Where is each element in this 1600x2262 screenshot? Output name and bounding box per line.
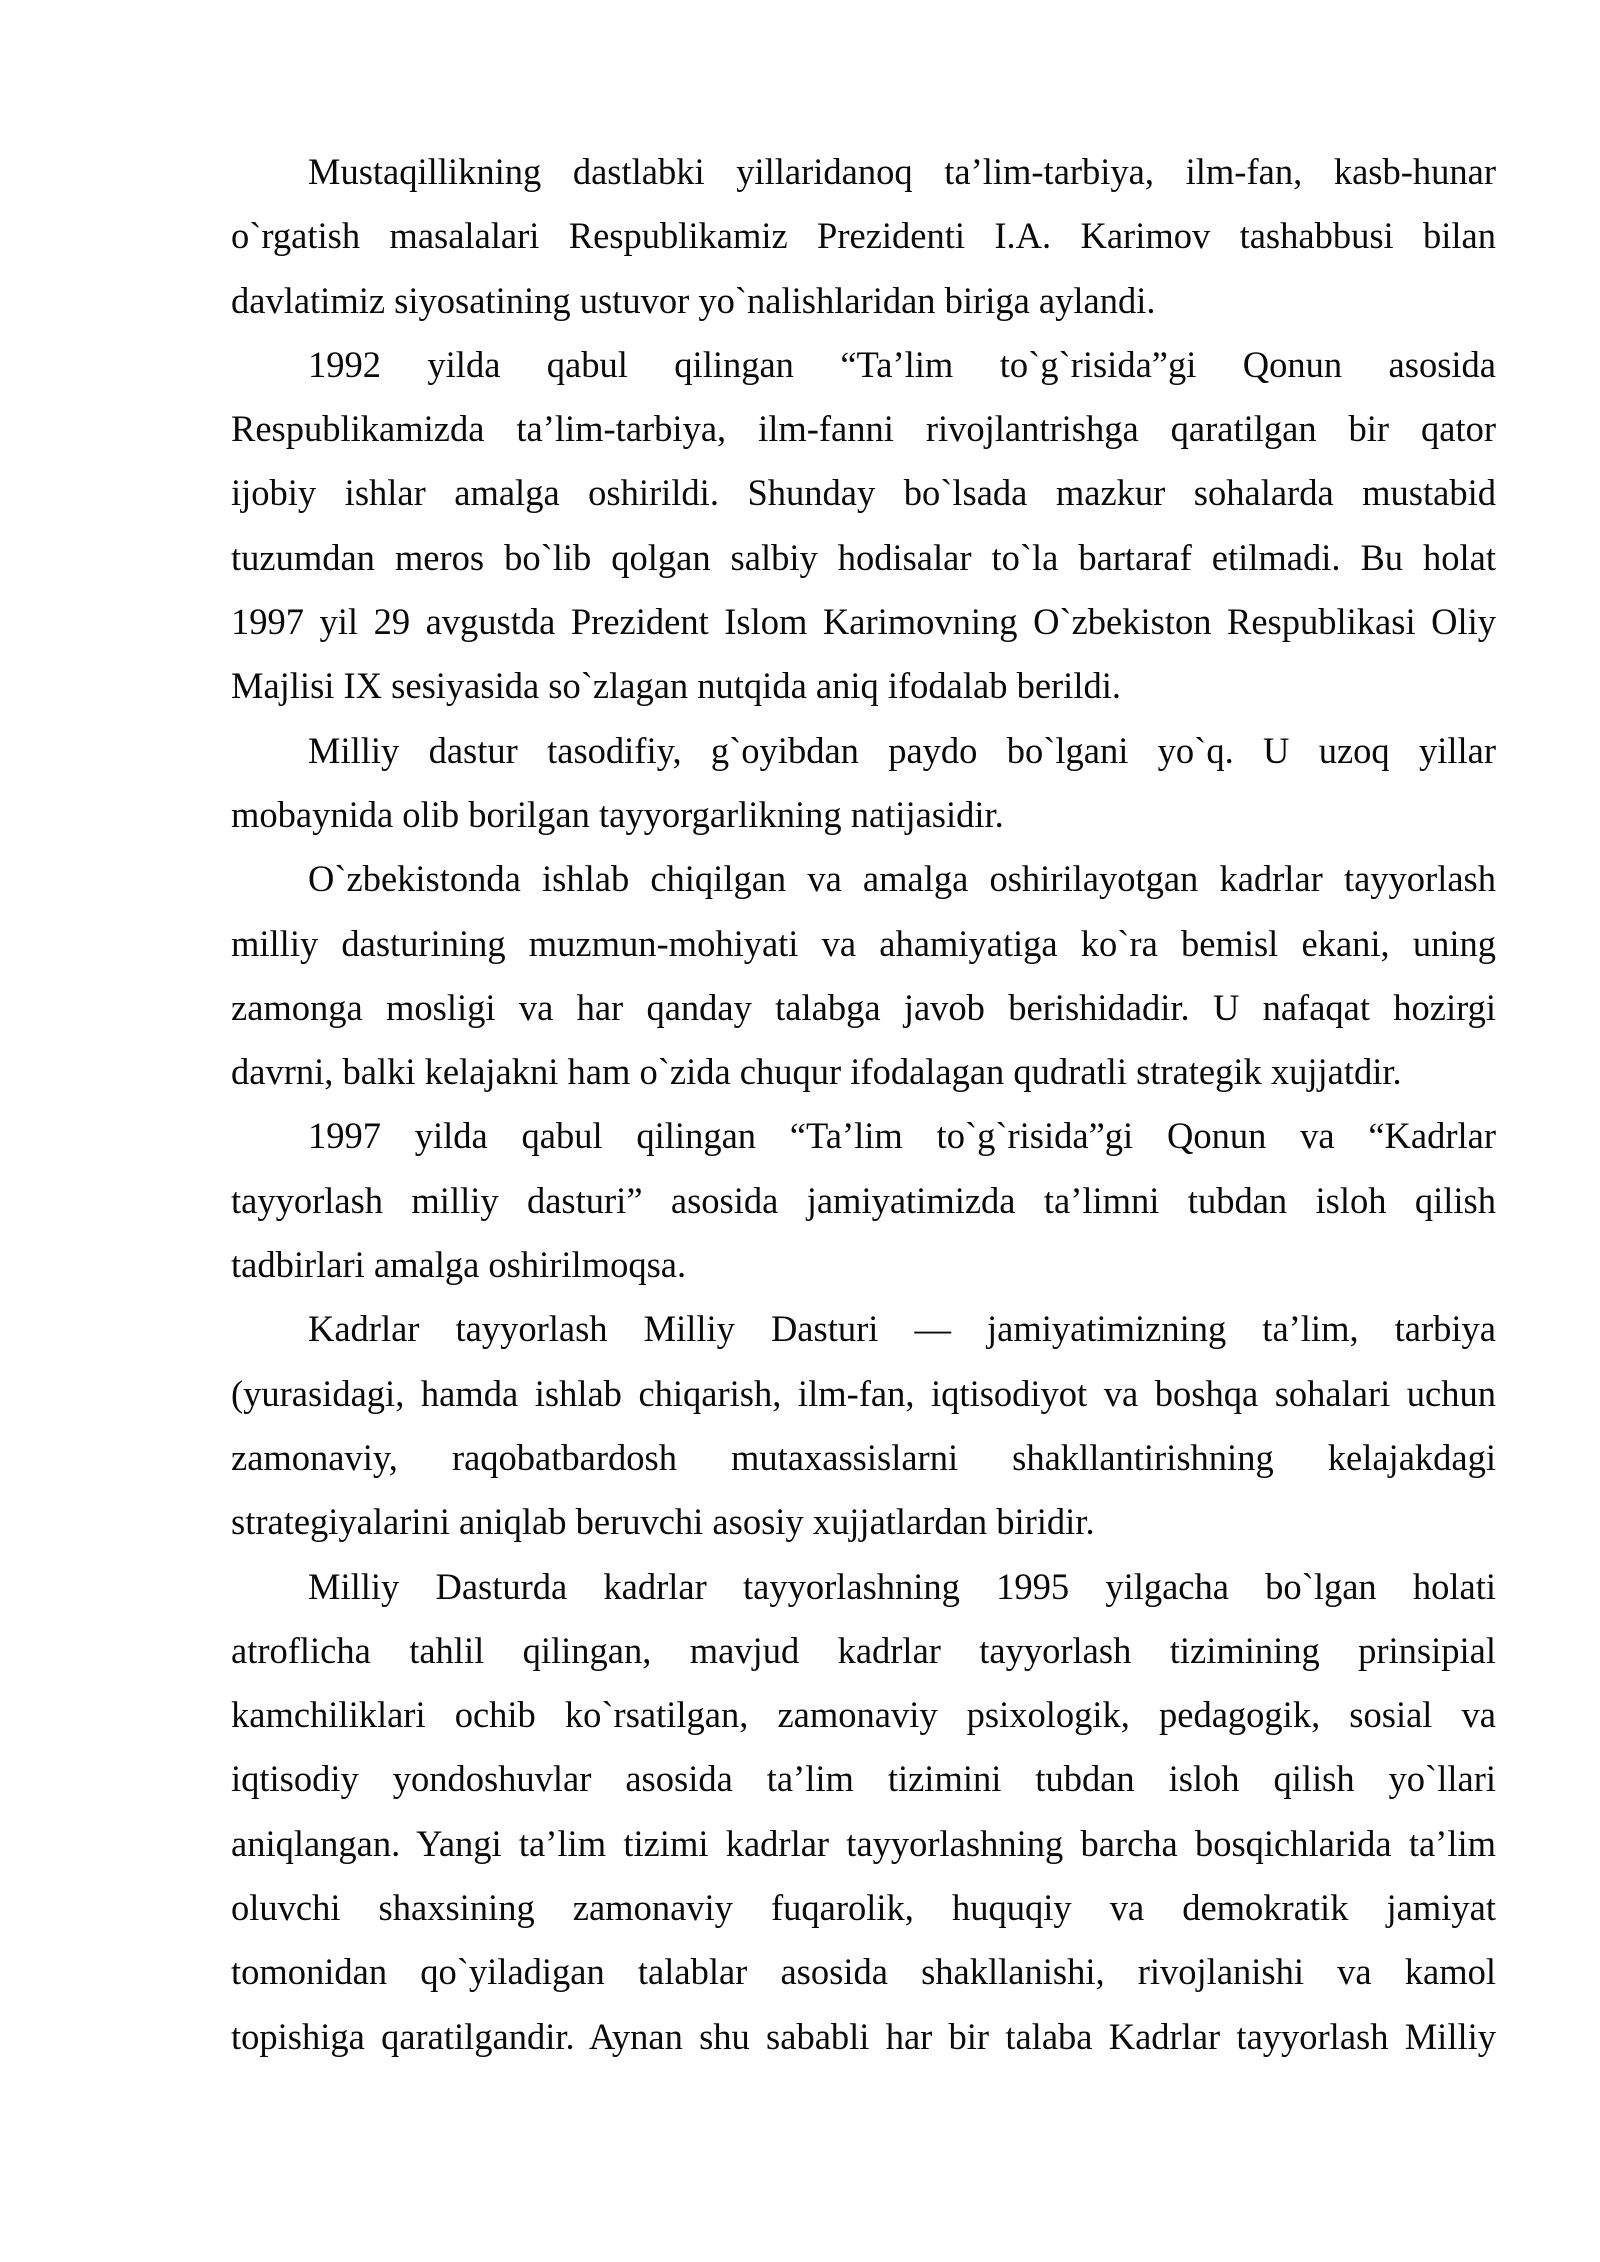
text-line: Respublikamizda ta’lim-tarbiya, ilm-fanni rivojlantrishga qaratilgan bir qator — [231, 408, 1496, 450]
text-line: (yurasidagi, hamda ishlab chiqarish, ilm-fan, iqtisodiyot va boshqa sohalari uchun — [231, 1372, 1496, 1414]
text-line: mobaynida olib borilgan tayyorgarlikning natijasidir. — [231, 793, 1004, 835]
text-line: Milliy dastur tasodifiy, g`oyibdan paydo bo`lgani yo`q. U uzoq yillar — [308, 729, 1496, 771]
text-line: 1992 yilda qabul qilingan “Ta’lim to`g`risida”gi Qonun asosida — [308, 343, 1496, 385]
text-line: tayyorlash milliy dasturi” asosida jamiyatimizda ta’limni tubdan isloh qilish — [231, 1179, 1496, 1221]
text-line: 1997 yilda qabul qilingan “Ta’lim to`g`risida”gi Qonun va “Kadrlar — [308, 1115, 1496, 1157]
text-line: 1997 yil 29 avgustda Prezident Islom Karimovning O`zbekiston Respublikasi Oliy — [231, 601, 1496, 643]
text-line: Majlisi IX sesiyasida so`zlagan nutqida aniq ifodalab berildi. — [231, 665, 1121, 707]
text-line: zamonga mosligi va har qanday talabga javob berishidadir. U nafaqat hozirgi — [231, 986, 1496, 1028]
paragraph — [231, 847, 1496, 1104]
document-body — [231, 140, 1496, 2069]
paragraph — [231, 140, 1496, 333]
text-line: ijobiy ishlar amalga oshirildi. Shunday bo`lsada mazkur sohalarda mustabid — [231, 472, 1496, 514]
text-line: atroflicha tahlil qilingan, mavjud kadrlar tayyorlash tizimining prinsipial — [231, 1629, 1496, 1671]
text-line: oluvchi shaxsining zamonaviy fuqarolik, huquqiy va demokratik jamiyat — [231, 1887, 1496, 1929]
text-line: davrni, balki kelajakni ham o`zida chuqur ifodalagan qudratli strategik xujjatdir. — [231, 1051, 1402, 1093]
text-line: strategiyalarini aniqlab beruvchi asosiy xujjatlardan biridir. — [231, 1501, 1095, 1543]
paragraph — [231, 719, 1496, 848]
text-line: tadbirlari amalga oshirilmoqsa. — [231, 1244, 687, 1286]
text-line: Kadrlar tayyorlash Milliy Dasturi — jamiyatimizning ta’lim, tarbiya — [308, 1308, 1496, 1350]
text-line: o`rgatish masalalari Respublikamiz Prezidenti I.A. Karimov tashabbusi bilan — [231, 215, 1496, 257]
text-line: zamonaviy, raqobatbardosh mutaxassislarni shakllantirishning kelajakdagi — [231, 1436, 1496, 1478]
text-line: Mustaqillikning dastlabki yillaridanoq ta’lim-tarbiya, ilm-fan, kasb-hunar — [308, 151, 1496, 192]
text-line: kamchiliklari ochib ko`rsatilgan, zamonaviy psixologik, pedagogik, sosial va — [231, 1694, 1496, 1736]
text-line: topishiga qaratilgandir. Aynan shu sababli har bir talaba Kadrlar tayyorlash Milliy — [231, 2015, 1496, 2057]
text-line: tomonidan qo`yiladigan talablar asosida shakllanishi, rivojlanishi va kamol — [231, 1951, 1496, 1993]
text-line: O`zbekistonda ishlab chiqilgan va amalga oshirilayotgan kadrlar tayyorlash — [308, 858, 1496, 900]
paragraph — [231, 1297, 1496, 1554]
text-line: iqtisodiy yondoshuvlar asosida ta’lim tizimini tubdan isloh qilish yo`llari — [231, 1758, 1496, 1800]
text-line: milliy dasturining muzmun-mohiyati va ahamiyatiga ko`ra bemisl ekani, uning — [231, 922, 1496, 964]
text-line: aniqlangan. Yangi ta’lim tizimi kadrlar tayyorlashning barcha bosqichlarida ta’lim — [231, 1822, 1496, 1864]
paragraph — [231, 1104, 1496, 1297]
text-line: Milliy Dasturda kadrlar tayyorlashning 1995 yilgacha bo`lgan holati — [308, 1565, 1496, 1607]
paragraph — [231, 333, 1496, 719]
text-line: tuzumdan meros bo`lib qolgan salbiy hodisalar to`la bartaraf etilmadi. Bu holat — [231, 536, 1496, 578]
text-line: davlatimiz siyosatining ustuvor yo`nalishlaridan biriga aylandi. — [231, 279, 1156, 321]
paragraph — [231, 1555, 1496, 2069]
